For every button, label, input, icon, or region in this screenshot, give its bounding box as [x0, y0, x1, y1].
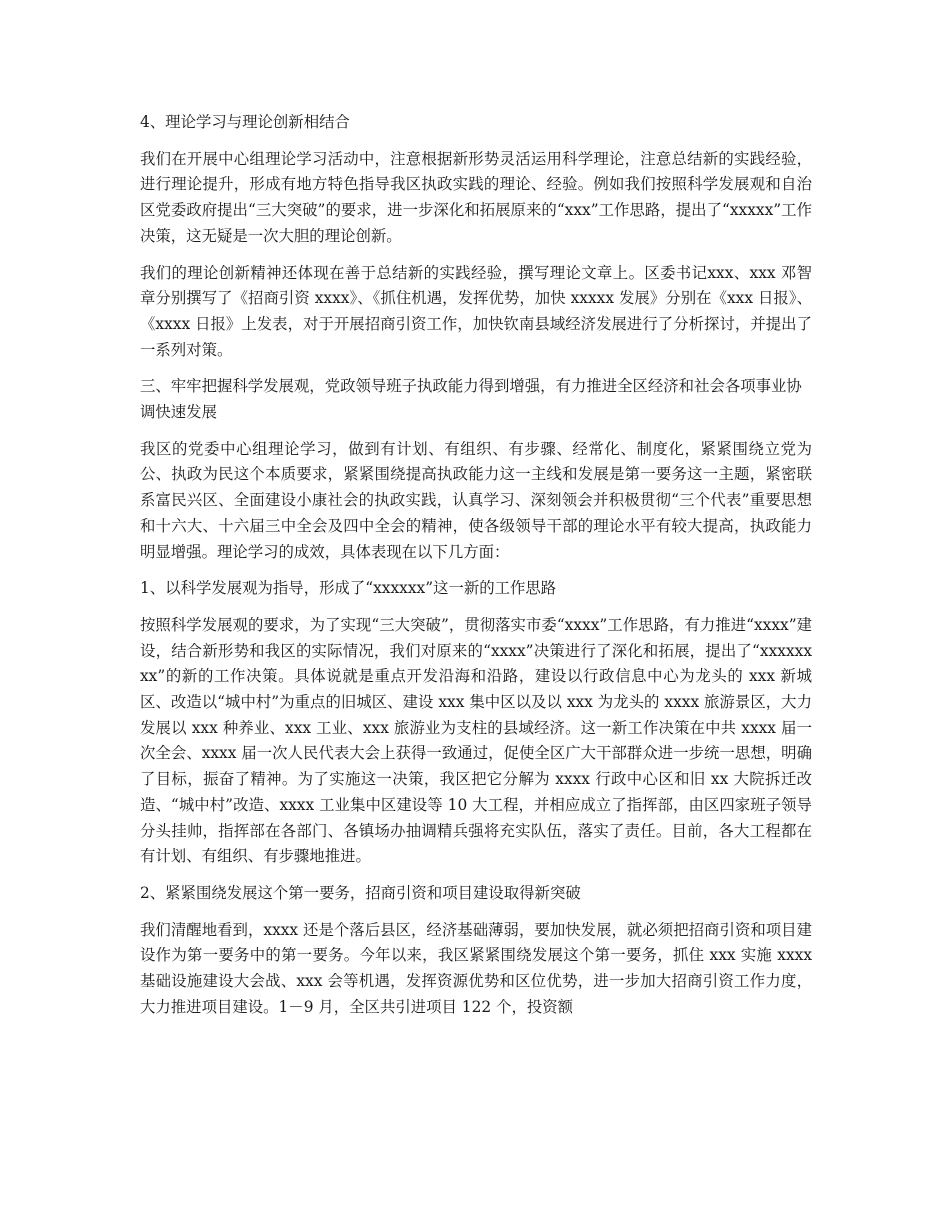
section-heading-theory-innovation: 4、理论学习与理论创新相结合: [140, 113, 350, 131]
section-heading-investment: 2、紧紧围绕发展这个第一要务，招商引资和项目建设取得新突破: [140, 883, 581, 902]
section-heading-scientific-development: 三、牢牢把握科学发展观，党政领导班子执政能力得到增强，有力推进全区经济和社会各项事业协调快速发展: [140, 377, 802, 422]
paragraph-party-study: 我区的党委中心组理论学习，做到有计划、有组织、有步骤、经常化、制度化，紧紧围绕立党为公、执政为民这个本质要求，紧紧围绕提高执政能力这一主线和发展是第一要务这一主题，紧密联系富民兴区、全面建设小康社会的执政实践，认真学习、深刻领会并积极贯彻“三个代表”重要思想和十六大、十六届三中全会及四中全会的精神，使各级领导干部的理论水平有较大提高，执政能力明显增强。理论学习的成效，具体表现在以下几方面：: [140, 439, 812, 561]
section-heading-new-work-approach: 1、以科学发展观为指导，形成了“xxxxxx”这一新的工作思路: [140, 579, 557, 598]
paragraph-theory-practice: 我们在开展中心组理论学习活动中，注意根据新形势灵活运用科学理论，注意总结新的实践经验，进行理论提升，形成有地方特色指导我区执政实践的理论、经验。例如我们按照科学发展观和自治区党委政府提出“三大突破”的要求，进一步深化和拓展原来的“xxx”工作思路，提出了“xxxxx”工作决策，这无疑是一次大胆的理论创新。: [140, 149, 812, 245]
paragraph-investment-projects: 我们清醒地看到，xxxx 还是个落后县区，经济基础薄弱，要加快发展，就必须把招商引资和项目建设作为第一要务中的第一要务。今年以来，我区紧紧围绕发展这个第一要务，抓住 xxx 实施 xxxx 基础设施建设大会战、xxx 会等机遇，发挥资源优势和区位优势，进一步加大招商引资工作力度，大力推进项目建设。1－9 月，全区共引进项目 122 个，投资额: [140, 920, 812, 1016]
paragraph-work-decision: 按照科学发展观的要求，为了实现“三大突破”，贯彻落实市委“xxxx”工作思路，有力推进“xxxx”建设，结合新形势和我区的实际情况，我们对原来的“xxxx”决策进行了深化和拓展，提出了“xxxxxxxx”的新的工作决策。具体说就是重点开发沿海和沿路，建设以行政信息中心为龙头的 xxx 新城区、改造以“城中村”为重点的旧城区、建设 xxx 集中区以及以 xxx 为龙头的 xxxx 旅游景区，大力发展以 xxx 种养业、xxx 工业、xxx 旅游业为支柱的县域经济。这一新工作决策在中共 xxxx 届一次全会、xxxx 届一次人民代表大会上获得一致通过，促使全区广大干部群众进一步统一思想，明确了目标，振奋了精神。为了实施这一决策，我区把它分解为 xxxx 行政中心区和旧 xx 大院拆迁改造、“城中村”改造、xxxx 工业集中区建设等 10 大工程，并相应成立了指挥部，由区四家班子领导分头挂帅，指挥部在各部门、各镇场办抽调精兵强将充实队伍，落实了责任。目前，各大工程都在有计划、有组织、有步骤地推进。: [140, 615, 812, 866]
paragraph-theory-articles: 我们的理论创新精神还体现在善于总结新的实践经验，撰写理论文章上。区委书记xxx、xxx 邓智章分别撰写了《招商引资 xxxx》、《抓住机遇，发挥优势，加快 xxxxx 发展》分别在《xxx 日报》、《xxxx 日报》上发表，对于开展招商引资工作，加快钦南县域经济发展进行了分析探讨，并提出了一系列对策。: [140, 263, 812, 359]
document-page: [140, 110, 812, 1032]
